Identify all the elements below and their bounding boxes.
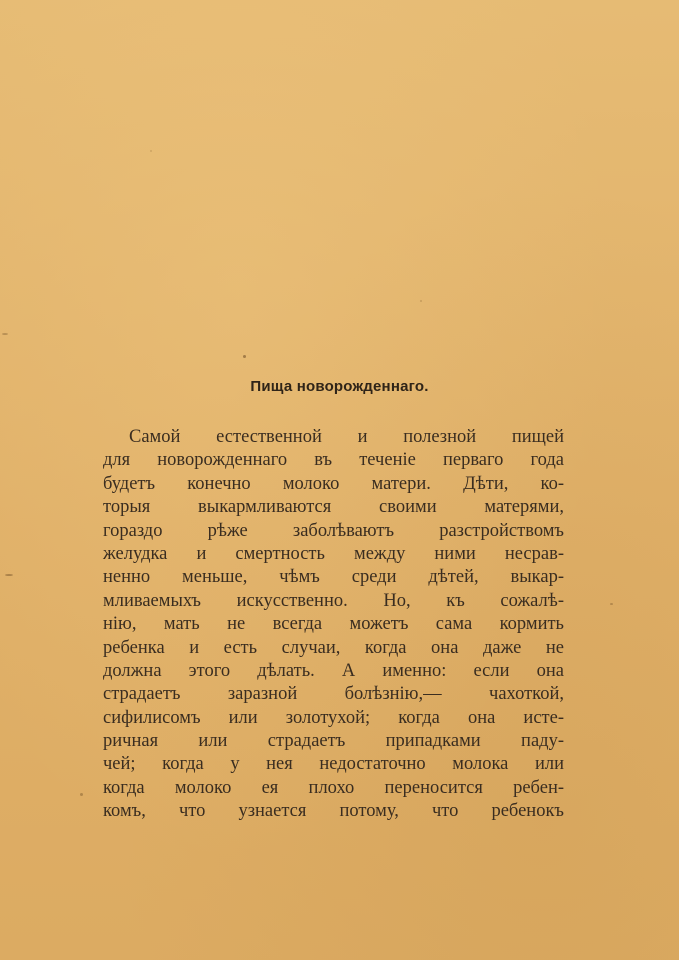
text-line: чей; когда у нея недостаточно молока или <box>103 754 564 775</box>
ink-speck <box>2 333 8 335</box>
ink-speck <box>243 355 246 358</box>
text-line: нію, мать не всегда можетъ сама кормить <box>103 614 564 635</box>
text-line: будетъ конечно молоко матери. Дѣти, ко- <box>103 473 564 494</box>
body-text <box>103 426 564 824</box>
ink-speck <box>610 603 613 605</box>
ink-speck <box>150 150 152 152</box>
section-heading: Пища новорожденнаго. <box>250 378 429 395</box>
text-line: гораздо рѣже заболѣваютъ разстройствомъ <box>103 520 564 541</box>
text-line: желудка и смертность между ними несрав- <box>103 543 564 564</box>
text-line: когда молоко ея плохо переносится ребен- <box>103 777 564 798</box>
text-line: страдаетъ заразной болѣзнію,— чахоткой, <box>103 684 564 705</box>
text-line: комъ, что узнается потому, что ребенокъ <box>103 801 564 822</box>
text-line: ненно меньше, чѣмъ среди дѣтей, выкар- <box>103 567 564 588</box>
text-line: для новорожденнаго въ теченіе перваго года <box>103 450 564 471</box>
text-line: торыя выкармливаются своими матерями, <box>103 497 564 518</box>
text-line: сифилисомъ или золотухой; когда она истe- <box>103 707 564 728</box>
ink-speck <box>80 793 83 796</box>
text-line: ребенка и есть случаи, когда она даже не <box>103 637 564 658</box>
text-line: Самой естественной и полезной пищей <box>129 427 564 447</box>
text-line: ричная или страдаетъ припадками паду- <box>103 731 564 752</box>
text-line: должна этого дѣлать. А именно: если она <box>103 660 564 681</box>
ink-speck <box>5 574 13 576</box>
ink-speck <box>420 300 422 302</box>
text-line: мливаемыхъ искусственно. Но, къ сожалѣ- <box>103 590 564 611</box>
